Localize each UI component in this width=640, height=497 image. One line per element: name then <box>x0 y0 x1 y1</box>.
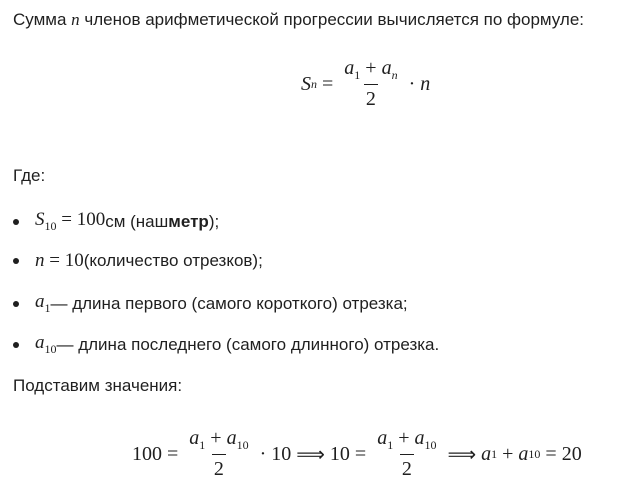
bullet-dot <box>13 258 19 264</box>
bullet-dot <box>13 301 19 307</box>
fraction-2: $\frac{a_1 + a_{10}}{2}$ <box>377 427 437 480</box>
sum-formula: S n = $\frac{a_1 + a_n}{2}$ · n <box>301 57 431 110</box>
substitute-label: Подставим значения: <box>13 376 183 395</box>
list-item: $S_{10} = 100$ см (наш метр ); <box>13 209 219 234</box>
substitution-equation: 100 = $\frac{a_1 + a_{10}}{2}$ · 10 ⟹ 10 = $\frac{a_1 + a_{10}}{2}$ ⟹ a 1 + a 10 = 20 <box>132 427 582 480</box>
fraction-1: $\frac{a_1 + a_{10}}{2}$ <box>189 427 249 480</box>
bold-word: метр <box>168 211 209 231</box>
list-item: $a_{10}$ — длина последнего (самого длинного) отрезка. <box>13 332 439 357</box>
var-n: n <box>71 10 80 29</box>
formula-fraction: $\frac{a_1 + a_n}{2}$ <box>344 57 398 110</box>
bullet-dot <box>13 219 19 225</box>
list-item: n = 10 (количество отрезков); <box>13 250 263 272</box>
list-item: $a_1$ — длина первого (самого короткого) отрезка; <box>13 291 408 316</box>
bullet-dot <box>13 342 19 348</box>
where-label: Где: <box>13 166 46 185</box>
intro-paragraph: Сумма n членов арифметической прогрессии вычисляется по формуле: <box>13 10 585 29</box>
